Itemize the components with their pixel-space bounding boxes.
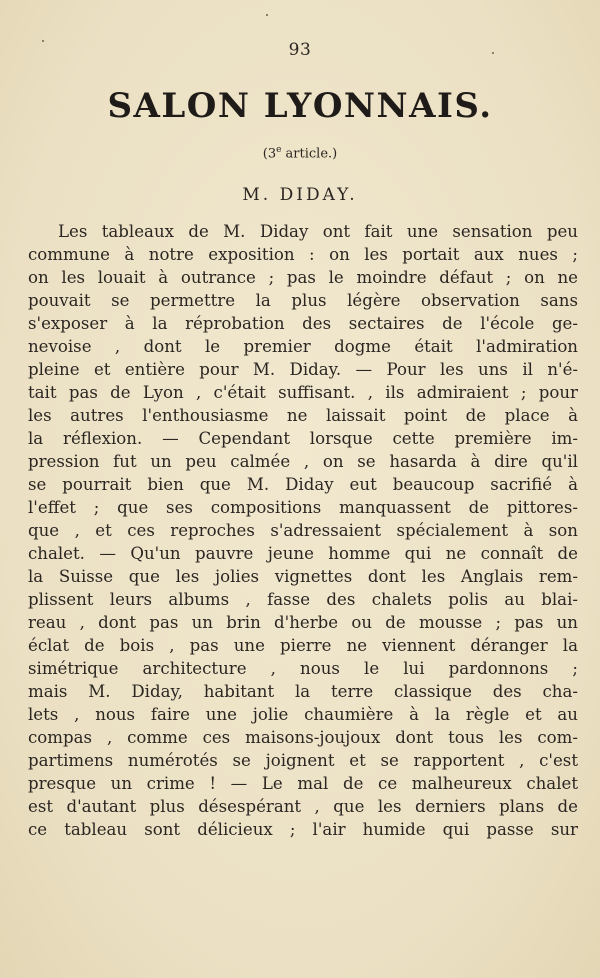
text-line: la réflexion. — Cependant lorsque cette première im-: [28, 429, 578, 448]
section-heading: M. DIDAY.: [242, 185, 358, 205]
text-line: est d'autant plus désespérant , que les derniers plans de: [28, 797, 578, 816]
subtitle-suffix: article.): [281, 146, 338, 162]
text-line: partimens numérotés se joignent et se rapportent , c'est: [28, 751, 578, 770]
text-line: mais M. Diday, habitant la terre classique des cha-: [28, 682, 578, 701]
page-number: 93: [288, 40, 312, 60]
text-line: la Suisse que les jolies vignettes dont les Anglais rem-: [28, 567, 578, 586]
text-line: éclat de bois , pas une pierre ne viennent déranger la: [28, 636, 578, 655]
text-line: compas , comme ces maisons-joujoux dont tous les com-: [28, 728, 578, 747]
text-line: nevoise , dont le premier dogme était l'admiration: [28, 337, 578, 356]
subtitle-superscript: e: [276, 145, 282, 155]
text-line: commune à notre exposition : on les portait aux nues ;: [28, 245, 578, 264]
subtitle-prefix: (3: [262, 146, 277, 162]
text-line: presque un crime ! — Le mal de ce malheureux chalet: [28, 774, 578, 793]
text-line: les autres l'enthousiasme ne laissait point de place à: [28, 406, 578, 425]
body-paragraph: [28, 220, 578, 841]
text-line: plissent leurs albums , fasse des chalets polis au blai-: [28, 590, 578, 609]
article-subtitle: [0, 145, 600, 161]
text-line: pleine et entière pour M. Diday. — Pour les uns il n'é-: [28, 360, 578, 379]
text-line: pression fut un peu calmée , on se hasarda à dire qu'il: [28, 452, 578, 471]
text-line: lets , nous faire une jolie chaumière à la règle et au: [28, 705, 578, 724]
text-line: pouvait se permettre la plus légère observation sans: [28, 291, 578, 310]
text-line: l'effet ; que ses compositions manquassent de pittores-: [28, 498, 578, 517]
article-title: SALON LYONNAIS.: [107, 86, 493, 126]
text-line: se pourrait bien que M. Diday eut beaucoup sacrifié à: [28, 475, 578, 494]
text-line: chalet. — Qu'un pauvre jeune homme qui ne connaît de: [28, 544, 578, 563]
text-line: simétrique architecture , nous le lui pardonnons ;: [28, 659, 578, 678]
paper-speck: [266, 14, 268, 16]
text-line: Les tableaux de M. Diday ont fait une sensation peu: [58, 222, 578, 241]
text-line: reau , dont pas un brin d'herbe ou de mousse ; pas un: [28, 613, 578, 632]
text-line: on les louait à outrance ; pas le moindre défaut ; on ne: [28, 268, 578, 287]
text-line: que , et ces reproches s'adressaient spécialement à son: [28, 521, 578, 540]
text-line: ce tableau sont délicieux ; l'air humide qui passe sur: [28, 820, 578, 839]
text-line: tait pas de Lyon , c'était suffisant. , ils admiraient ; pour: [28, 383, 578, 402]
text-line: s'exposer à la réprobation des sectaires de l'école ge-: [28, 314, 578, 333]
